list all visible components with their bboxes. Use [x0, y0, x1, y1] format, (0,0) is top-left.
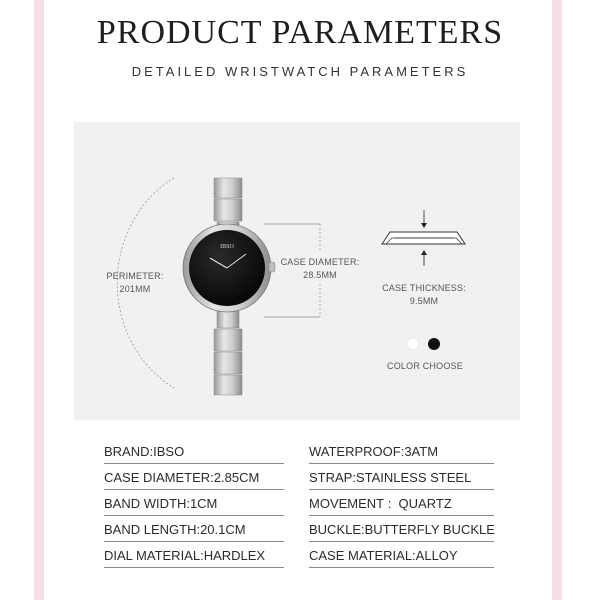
spec-row	[104, 464, 494, 490]
case-profile-icon	[382, 210, 465, 266]
spec-row	[104, 490, 494, 516]
spec-row	[104, 438, 494, 464]
spec-row	[104, 542, 494, 568]
spec-case-diameter: CASE DIAMETER:2.85CM	[104, 470, 284, 490]
watch-crown	[269, 262, 275, 272]
color-option-white[interactable]	[407, 338, 419, 350]
case-diameter-value: 28.5MM	[303, 270, 337, 280]
spec-band-length: BAND LENGTH:20.1CM	[104, 522, 284, 542]
spec-brand: BRAND:IBSO	[104, 444, 284, 464]
spec-buckle: BUCKLE:BUTTERFLY BUCKLE	[309, 522, 494, 542]
case-thickness-label	[376, 282, 472, 308]
spec-waterproof: WATERPROOF:3ATM	[309, 444, 494, 464]
case-diameter-title: CASE DIAMETER:	[280, 257, 360, 267]
perimeter-title: PERIMETER:	[106, 271, 164, 281]
spec-strap: STRAP:STAINLESS STEEL	[309, 470, 494, 490]
case-thickness-title: CASE THICKNESS:	[382, 283, 466, 293]
spec-row	[104, 516, 494, 542]
watch-band-bottom	[214, 310, 242, 395]
right-accent-strip	[552, 0, 562, 600]
color-option-black[interactable]	[428, 338, 440, 350]
perimeter-label	[96, 270, 174, 296]
dial-logo: IBSO	[220, 244, 234, 250]
spec-dial-material: DIAL MATERIAL:HARDLEX	[104, 548, 284, 568]
product-image-panel	[74, 122, 520, 420]
left-accent-strip	[34, 0, 44, 600]
page-subtitle: DETAILED WRISTWATCH PARAMETERS	[131, 64, 469, 79]
color-choose-label: COLOR CHOOSE	[387, 361, 463, 371]
spec-band-width: BAND WIDTH:1CM	[104, 496, 284, 516]
perimeter-value: 201MM	[119, 284, 151, 294]
page-title: PRODUCT PARAMETERS	[96, 14, 504, 51]
case-diameter-label	[278, 256, 362, 282]
spec-table	[104, 438, 494, 568]
spec-movement: MOVEMENT : QUARTZ	[309, 496, 494, 516]
spec-case-material: CASE MATERIAL:ALLOY	[309, 548, 494, 568]
case-thickness-value: 9.5MM	[409, 296, 439, 306]
